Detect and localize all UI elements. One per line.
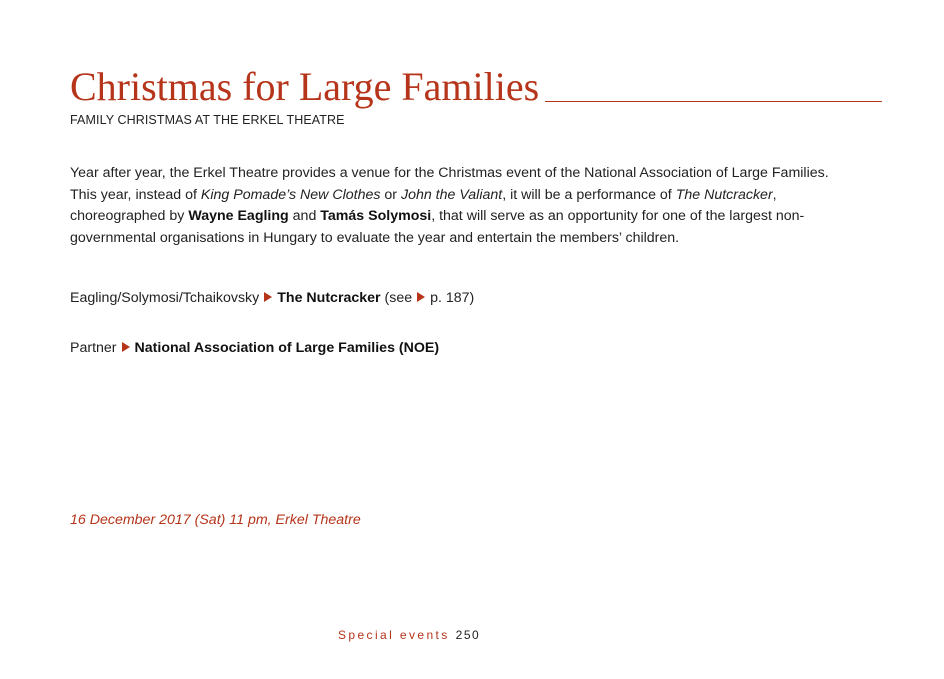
paragraph-line: [70, 206, 860, 228]
work-title-italic: King Pomade’s New Clothes: [200, 186, 381, 203]
title-row: [70, 64, 882, 110]
text-span: This year, instead of: [70, 186, 201, 203]
page-title: Christmas for Large Families: [70, 64, 540, 109]
partner-label: Partner: [70, 340, 117, 356]
production-link[interactable]: The Nutcracker: [277, 290, 381, 306]
credit-authors: Eagling/Solymosi/Tchaikovsky: [70, 290, 260, 306]
see-reference-prefix: (see: [384, 290, 413, 306]
work-title-italic: The Nutcracker: [675, 186, 773, 203]
page-reference-link[interactable]: p. 187): [430, 290, 475, 306]
paragraph-line: [70, 163, 860, 185]
text-span: or: [380, 186, 401, 203]
partner-line: [70, 338, 439, 358]
text-span: ,: [772, 186, 777, 203]
title-rule: [545, 101, 882, 102]
choreographer-name: Wayne Eagling: [188, 208, 289, 224]
triangle-right-icon: [417, 292, 425, 302]
choreographer-name: Tamás Solymosi: [320, 208, 432, 224]
paragraph-line: [70, 228, 860, 250]
text-span: , it will be a performance of: [502, 186, 676, 203]
text-span: governmental organisations in Hungary to evaluate the year and entertain the members’ children.: [70, 229, 680, 246]
triangle-right-icon: [264, 292, 272, 302]
text-span: Year after year, the Erkel Theatre provides a venue for the Christmas event of the National Association of Large Families.: [70, 165, 829, 181]
triangle-right-icon: [122, 342, 130, 352]
text-span: and: [288, 208, 321, 224]
work-title-italic: John the Valiant: [400, 186, 503, 203]
page-number: 250: [455, 628, 481, 642]
partner-name: National Association of Large Families (NOE): [134, 340, 440, 356]
page-subtitle: FAMILY CHRISTMAS AT THE ERKEL THEATRE: [70, 113, 345, 127]
event-date: 16 December 2017 (Sat) 11 pm, Erkel Theatre: [70, 512, 361, 528]
paragraph-line: [70, 185, 860, 207]
text-span: , that will serve as an opportunity for one of the largest non-: [431, 208, 805, 224]
page-footer: [338, 628, 480, 642]
description-paragraph: [70, 163, 860, 249]
production-credit: [70, 288, 474, 308]
footer-section-name: Special events: [338, 628, 450, 642]
text-span: choreographed by: [70, 208, 189, 224]
